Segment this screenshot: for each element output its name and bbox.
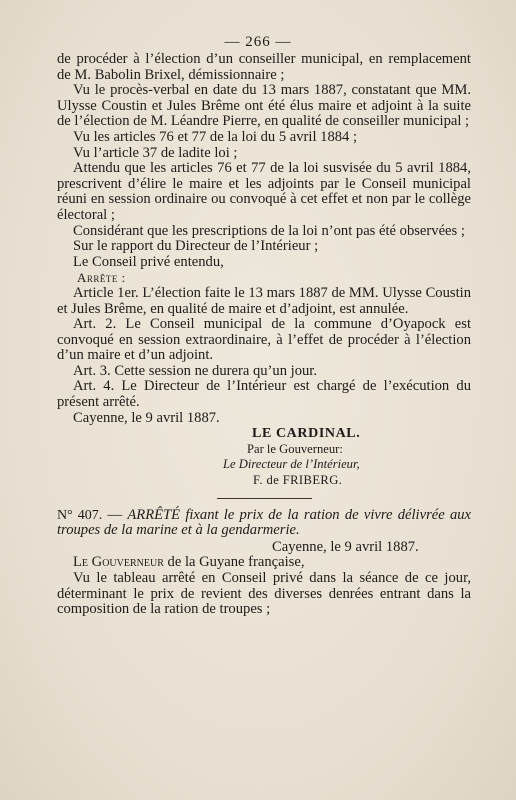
decree-intro-rest: de la Guyane française, <box>163 554 305 571</box>
decree-paragraph-tableau: Vu le tableau arrêté en Conseil privé dans la séance de ce jour, déterminant le prix de revient des diverses denrées entrant dans la composition de la ration de troupes ; <box>57 570 471 618</box>
paragraph-proces-verbal: Vu le procès-verbal en date du 13 mars 1887, constatant que MM. Ulysse Coustin et Jules Brême ont été élus maire et adjoint à la suite de l’élection de M. Léandre Pierre, en qualité de conseiller municipal ; <box>57 82 471 130</box>
paragraph-attendu: Attendu que les articles 76 et 77 de la loi susvisée du 5 avril 1884, prescrivent d’élire le maire et les adjoints par le Conseil municipal réuni en session ordinaire ou convoqué à cet effet et non par le collège électoral ; <box>57 160 471 223</box>
signature-role: Le Directeur de l’Intérieur, <box>223 457 360 472</box>
decree-place-date: Cayenne, le 9 avril 1887. <box>272 538 419 555</box>
paragraph-vu-articles: Vu les articles 76 et 77 de la loi du 5 avril 1884 ; <box>73 128 358 145</box>
body-text <box>57 52 471 618</box>
article-2: Art. 2. Le Conseil municipal de la commune d’Oyapock est convoqué en session extraordinaire, à l’effet de procéder à l’élection d’un maire et d’un adjoint. <box>57 316 471 364</box>
paragraph-continuation: de procéder à l’élection d’un conseiller municipal, en remplacement de M. Babolin Brixel, démissionnaire ; <box>57 51 471 83</box>
decree-dash: — <box>102 506 128 523</box>
article-1-text: L’élection faite le 13 mars 1887 de MM. Ulysse Coustin et Jules Brême, en qualité de maire et d’adjoint, est annulée. <box>57 284 471 317</box>
decree-intro-governor: Le Gouverneur <box>73 554 164 571</box>
paragraph-considerant: Considérant que les prescriptions de la loi n’ont pas été observées ; <box>73 222 465 239</box>
arrete-heading: Arrête : <box>77 270 126 286</box>
article-1-label: Article 1er. <box>73 284 139 301</box>
article-1 <box>57 286 471 317</box>
paragraph-vu-article-37: Vu l’article 37 de ladite loi ; <box>73 144 238 161</box>
article-3: Art. 3. Cette session ne durera qu’un jour. <box>73 362 317 379</box>
signature-signer: F. de FRIBERG. <box>253 473 343 488</box>
signature-name: LE CARDINAL. <box>252 426 361 442</box>
signature-by: Par le Gouverneur: <box>247 441 343 456</box>
article-4: Art. 4. Le Directeur de l’Intérieur est chargé de l’exécution du présent arrêté. <box>57 378 471 411</box>
decree-header <box>57 508 471 539</box>
decree-title: ARRÊTÉ fixant le prix de la ration de vivre délivrée aux troupes de la marine et à la gendarmerie. <box>57 506 472 539</box>
decree-intro <box>57 555 471 571</box>
closing-place-date: Cayenne, le 9 avril 1887. <box>73 409 220 426</box>
page-number: — 266 — <box>224 34 292 50</box>
section-divider <box>217 498 312 499</box>
decree-number: N° 407. <box>57 507 103 523</box>
paragraph-rapport: Sur le rapport du Directeur de l’Intérieur ; <box>73 238 319 255</box>
paragraph-conseil-prive: Le Conseil privé entendu, <box>73 253 224 270</box>
